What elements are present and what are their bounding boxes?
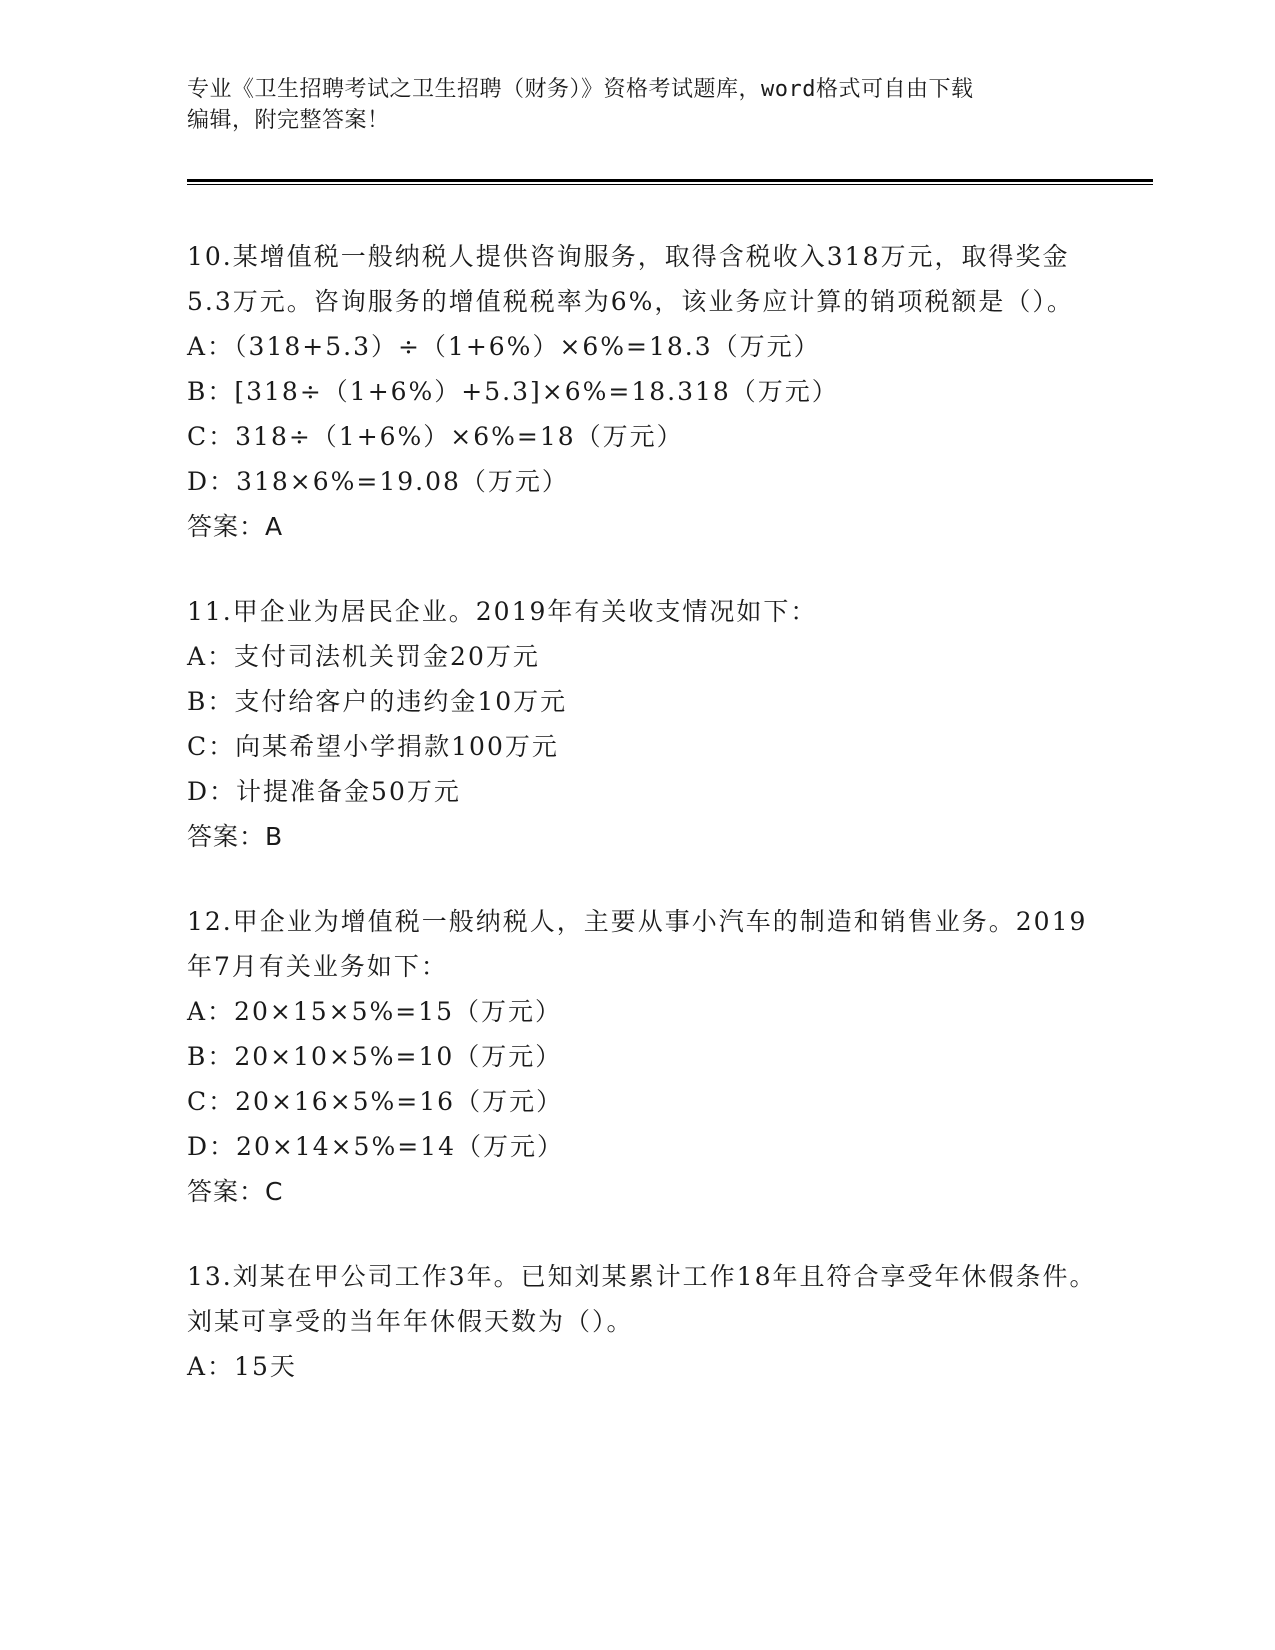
option-b: B：[318÷（1+6%）+5.3]×6%=18.318（万元）: [187, 377, 839, 406]
answer-line: 答案：C: [187, 1177, 284, 1206]
option-a: A：（318+5.3）÷（1+6%）×6%=18.3（万元）: [187, 332, 821, 361]
option-a: A：支付司法机关罚金20万元: [187, 642, 540, 671]
question-10: [187, 234, 1097, 549]
option-c: C：20×16×5%=16（万元）: [187, 1087, 564, 1116]
option-a: A：20×15×5%=15（万元）: [187, 997, 562, 1026]
option-b: B：支付给客户的违约金10万元: [187, 687, 568, 716]
question-stem: 12.甲企业为增值税一般纳税人，主要从事小汽车的制造和销售业务。2019年7月有关业务如下：: [187, 907, 1088, 981]
question-stem: 13.刘某在甲公司工作3年。已知刘某累计工作18年且符合享受年休假条件。刘某可享受的当年年休假天数为（）。: [187, 1262, 1097, 1336]
option-a: A：15天: [187, 1352, 297, 1381]
option-d: D：318×6%=19.08（万元）: [187, 467, 569, 496]
question-11: [187, 589, 1097, 859]
question-list: [187, 234, 1097, 1429]
header-divider-thin: [187, 184, 1153, 185]
question-stem: 10.某增值税一般纳税人提供咨询服务，取得含税收入318万元，取得奖金5.3万元。咨询服务的增值税税率为6%，该业务应计算的销项税额是（）。: [187, 242, 1074, 316]
option-d: D：20×14×5%=14（万元）: [187, 1132, 564, 1161]
question-12: [187, 899, 1097, 1214]
header-line-2: 编辑，附完整答案！: [187, 108, 390, 133]
question-13: [187, 1254, 1097, 1389]
header-divider-thick: [187, 179, 1153, 182]
answer-line: 答案：B: [187, 822, 284, 851]
answer-line: 答案：A: [187, 512, 284, 541]
option-b: B：20×10×5%=10（万元）: [187, 1042, 563, 1071]
header-line-1: 专业《卫生招聘考试之卫生招聘（财务）》资格考试题库，word格式可自由下载: [187, 77, 974, 102]
option-d: D：计提准备金50万元: [187, 777, 461, 806]
question-stem: 11.甲企业为居民企业。2019年有关收支情况如下：: [187, 597, 818, 626]
document-header: [187, 74, 1087, 136]
option-c: C：318÷（1+6%）×6%=18（万元）: [187, 422, 684, 451]
option-c: C：向某希望小学捐款100万元: [187, 732, 559, 761]
